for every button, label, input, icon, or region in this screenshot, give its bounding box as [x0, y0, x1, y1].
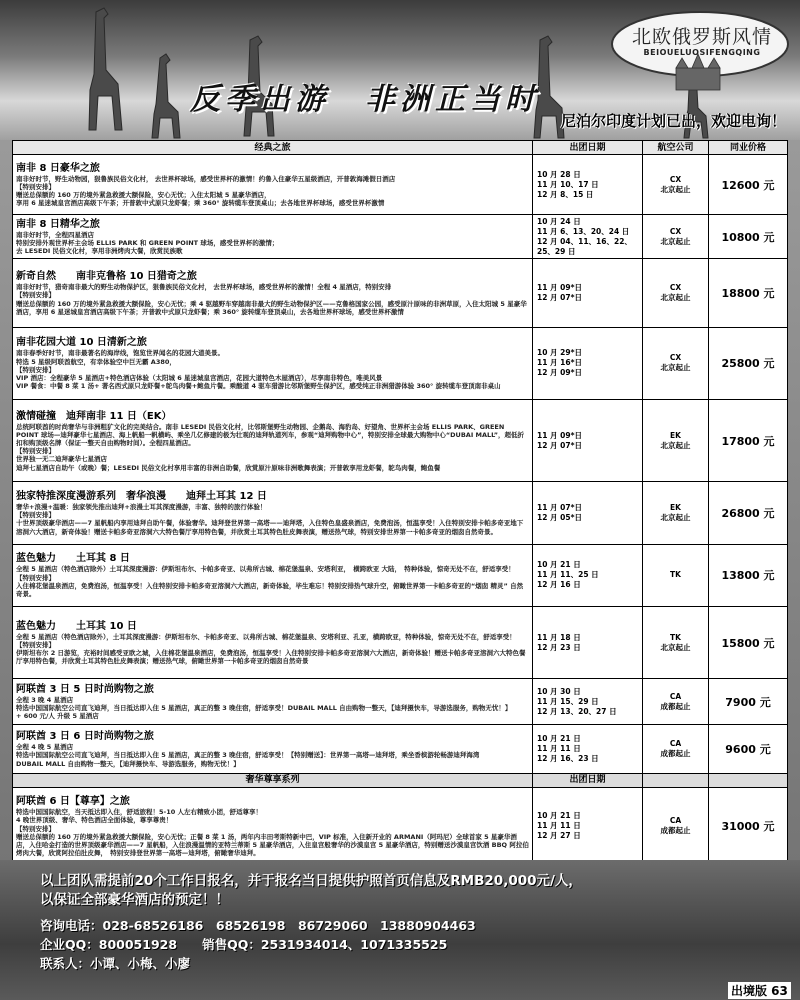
- tour-dates: 10 月 24 日 11 月 6、13、20、24 日 12 月 04、11、16、22、25、29 日: [533, 215, 643, 259]
- sales-qq-numbers: 2531934014、1071335525: [260, 937, 448, 952]
- tour-dates: 11 月 18 日 12 月 23 日: [533, 606, 643, 678]
- tour-airline: TK 北京起止: [643, 606, 709, 678]
- brand-logo: [606, 8, 794, 94]
- tour-desc: [13, 725, 533, 773]
- tour-title: 南非花园大道 10 日清新之旅: [16, 337, 147, 349]
- contact-qq-line: [40, 935, 600, 954]
- tour-airline: CA 成都起止: [643, 787, 709, 865]
- phone-numbers: 028-68526186 68526198 86729060 13880904463: [102, 918, 476, 933]
- tour-dates: 11 月 09*日 12 月 07*日: [533, 400, 643, 482]
- tour-title: 南非 8 日豪华之旅: [16, 162, 100, 174]
- sales-qq-label: 销售QQ：: [202, 937, 261, 952]
- tour-dates: 10 月 30 日 11 月 15、29 日 12 月 13、20、27 日: [533, 679, 643, 725]
- header-departure-dates: 出团日期: [533, 141, 643, 155]
- table-row: [13, 787, 788, 865]
- table-header-row: [13, 141, 788, 155]
- tour-price: 12600 元: [709, 155, 788, 215]
- tour-airline: EK 北京起止: [643, 482, 709, 544]
- phone-label: 咨询电话：: [40, 918, 103, 933]
- table-row: [13, 400, 788, 482]
- table-row: [13, 259, 788, 327]
- tour-title: 新奇自然 南非克鲁格 10 日猎奇之旅: [16, 271, 197, 283]
- person-names: 小谭、小梅、小廖: [90, 956, 191, 971]
- header-price: 同业价格: [709, 141, 788, 155]
- tour-price: 26800 元: [709, 482, 788, 544]
- tour-title: 阿联酋 3 日 6 日时尚购物之旅: [16, 731, 154, 743]
- tour-title: 南非 8 日精华之旅: [16, 219, 100, 231]
- tour-desc: [13, 606, 533, 678]
- tour-body: 南非好时节，猎奇南非最大的野生动物保护区，狠鲁族民俗文化村， 去世界杯球场，感受世界杯的激情！全程 4 星酒店，特别安排 【特别安排】 赠送总保额的 160 万的境外紧急救援大额保险，安心无忧；乘 4 驱越野车穿越南非最大的野生动物保护区——克鲁格国家公园，感受原汁原味的非洲草原，入住太阳城 5 星豪华酒店，享用 6 星迷城皇宫酒店高级下午茶；开普敦中式原只龙虾餐；乘 360° 旋转缆车登顶桌山，去各地世界杯球场，感受世界杯激情: [16, 283, 527, 316]
- subheadline: 尼泊尔印度计划已出，欢迎电询！: [560, 112, 786, 130]
- tour-price: 9600 元: [709, 725, 788, 773]
- qq-label: 企业QQ：: [40, 937, 99, 952]
- tour-desc: [13, 259, 533, 327]
- tour-price: 13800 元: [709, 544, 788, 606]
- tour-dates: 10 月 21 日 11 月 11 日 12 月 27 日: [533, 787, 643, 865]
- tour-table: [12, 140, 788, 866]
- qq-number: 800051928: [98, 937, 178, 952]
- brand-name-en: BEIOUELUOSIFENGQING: [643, 48, 761, 57]
- tour-price: 31000 元: [709, 787, 788, 865]
- tour-airline: CX 北京起止: [643, 155, 709, 215]
- contact-person-line: [40, 954, 600, 973]
- tour-title: 蓝色魅力 土耳其 10 日: [16, 620, 137, 632]
- section-header-row: [13, 773, 788, 787]
- tour-title: 蓝色魅力 土耳其 8 日: [16, 553, 130, 565]
- tour-title: 阿联酋 3 日 5 日时尚购物之旅: [16, 683, 154, 695]
- tour-title: 独家特推深度漫游系列 奢华浪漫 迪拜土耳其 12 日: [16, 491, 267, 503]
- tour-price: 15800 元: [709, 606, 788, 678]
- header-luxury-series: 奢华尊享系列: [13, 773, 533, 787]
- tour-desc: [13, 482, 533, 544]
- tour-desc: [13, 327, 533, 399]
- tour-desc: [13, 679, 533, 725]
- tour-dates: 11 月 09*日 12 月 07*日: [533, 259, 643, 327]
- header-empty-cell: [709, 773, 788, 787]
- tour-airline: CX 北京起止: [643, 327, 709, 399]
- tour-desc: [13, 400, 533, 482]
- tour-desc: [13, 215, 533, 259]
- tour-body: 总统阿联酋的时尚奢华与非洲粗犷文化的完美结合。南非 LESEDI 民俗文化村，比邻斯堡野生动物园、企鹅岛、海豹岛、好望角、世界杯主会场 ELLIS PARK、GREEN POINT 球场—迪拜豪华七星酒店、海上帆船一帆横屿、乘坐几亿修建的极为壮观的迪拜轨道列车，参观“迪拜购物中心”，特别安排全球最大购物中心“DUBAI MALL”，超低折扣和购顶级名牌（保证一整天自由购物时间）。全程四星酒店。 【特别安排】 世界独一无二迪拜豪华七星酒店 迪拜七星酒店自助午（或晚）餐；LESEDI 民俗文化村享用丰富的非洲自助餐，欣赏原汁原味非洲歌舞表演；开普敦享用龙虾餐，鸵鸟肉餐，鲍鱼餐: [16, 422, 524, 472]
- tour-body: 南非好时节，野生动物园，狠鲁族民俗文化村， 去世界杯球场，感受世界杯的激情！约鲁入住豪华五星级酒店，开普敦海滩假日酒店 【特别安排】 赠送总保额的 160 万的境外紧急救援大额保险，安心无忧；入住太阳城 5 星豪华酒店， 享用 6 星迷城皇宫酒店高级下午茶；开普敦中式原只龙虾餐；乘 360° 旋转缆车登顶桌山；去各地世界杯球场，感受世界杯激情: [16, 174, 396, 208]
- tour-price: 7900 元: [709, 679, 788, 725]
- tour-body: 全程 4 晚 5 星酒店 特选中国国际航空公司直飞迪拜，当日抵达即入住 5 星酒店，真正的整 3 晚住宿，舒适享受！【特别赠送】：世界第一高塔—迪拜塔，乘坐香槟游轮畅游迪拜海湾 DUBAIL MALL 自由购物一整天，【迪拜摄快车、导游选服务，购物无忧！】: [16, 743, 480, 768]
- table-row: [13, 606, 788, 678]
- tour-body: 特选中国国际航空，当天抵达即入住，舒适旅程！5-10 人左右精致小团，舒适尊享！ 4 晚世界顶级、奢华、特色酒店全面体验，尊享尊贵！ 【特别安排】 赠送总保额的 160 万的境外紧急救援大额保险，安心无忧；正餐 8 菜 1 汤，两年内丰田考斯特新中巴，VIP 标准，入住新开业的 ARMANI（阿玛尼）全球首家 5 星豪华酒店，入住哈金打造的世界顶级豪华酒店——7 星帆船，入住浪漫温情的亚特兰蒂斯 5 星豪华酒店，入住皇宫般奢华的沙漠皇宫 5 星豪华酒店，特别赠送沙漠皇宫饮酒 BBQ 阿拉伯烤肉大餐，欣赏阿拉伯肚皮舞， 特别安排登世界第一高塔—迪拜塔，俯瞰奢华迪拜。: [16, 808, 529, 858]
- tour-price: 17800 元: [709, 400, 788, 482]
- tour-airline: CA 成都起止: [643, 679, 709, 725]
- table-row: [13, 544, 788, 606]
- tour-dates: 10 月 21 日 11 月 11 日 12 月 16、23 日: [533, 725, 643, 773]
- tour-airline: CX 北京起止: [643, 215, 709, 259]
- tour-desc: [13, 544, 533, 606]
- tour-desc: [13, 155, 533, 215]
- tour-body: 南非好时节，全程四星酒店 特别安排外观世界杯主会场 ELLIS PARK 和 GREEN POINT 球场，感受世界杯的激情； 去 LESEDI 民俗文化村，享用非洲烤肉大餐，欣赏民族歌: [16, 231, 279, 256]
- table-row: [13, 482, 788, 544]
- person-label: 联系人：: [40, 956, 91, 971]
- table-row: [13, 725, 788, 773]
- tour-dates: 10 月 21 日 11 月 11、25 日 12 月 16 日: [533, 544, 643, 606]
- contact-block: [40, 916, 600, 973]
- tour-airline: CX 北京起止: [643, 259, 709, 327]
- tour-title: 阿联酋 6 日【尊享】之旅: [16, 796, 130, 808]
- tour-price: 25800 元: [709, 327, 788, 399]
- table-row: [13, 327, 788, 399]
- contact-phone-line: [40, 916, 600, 935]
- tour-body: 奢华+浪漫+温暖：独家领先推出迪拜+浪漫土耳其深度漫游，丰富、独特的旅行体验！ 【特别安排】 十世界顶级豪华酒店——7 星帆船内享用迪拜自助午餐，体验奢华。迪拜登世界第一高塔——迪拜塔，入住特色皇盛泉酒店，免费泡汤，恒温享受！入住特别安排卡帕多奇亚地下溶洞六大酒店，新奇体验！赠送卡帕多奇亚溶洞六大特色餐厅享用特色餐，并欣赏土耳其特色肚皮舞表演，赠送热气球，特别安排世界第一卡帕多奇亚的烟囱自然奇景。: [16, 503, 524, 536]
- booking-notice: 以上团队需提前20个工作日报名，并于报名当日提供护照首页信息及RMB20,000元/人， 以保证全部豪华酒店的预定！！: [40, 873, 582, 908]
- tour-body: 全程 3 晚 4 星酒店 特选中国国际航空公司直飞迪拜，当日抵达即入住 5 星酒店，真正的整 3 晚住宿，舒适享受！DUBAIL MALL 自由购物一整天，【迪拜摄快车，导游选服务，购物无忧！】 + 600 元/人 升级 5 星酒店: [16, 695, 512, 721]
- headline: 反季出游 非洲正当时: [190, 82, 540, 117]
- tour-dates: 11 月 07*日 12 月 05*日: [533, 482, 643, 544]
- tour-airline: CA 成都起止: [643, 725, 709, 773]
- header-departure-dates-2: 出团日期: [533, 773, 643, 787]
- tour-body: 全程 5 星酒店（特色酒店除外），土耳其深度漫游：伊斯坦布尔、卡帕多奇亚、以弗所古城、棉花堡温泉、安塔利亚、孔亚，横跨欧亚，特种体验，惊奇无处不在，舒适享受！ 【特别安排】 伊斯坦布尔 2 日游览，充裕时间感受亚欧之城，入住棉花堡温泉酒店，免费泡汤，恒温享受！入住特别安排卡帕多奇亚溶洞六大酒店，新奇体验！赠送卡帕多奇亚溶洞六大特色餐厅享用特色餐，并欣赏土耳其特色肚皮舞表演；赠送热气球，俯瞰世界第一卡帕多奇亚的烟囱自然奇景: [16, 632, 526, 666]
- tour-body: 全程 5 星酒店（特色酒店除外）土耳其深度漫游：伊斯坦布尔、卡帕多奇亚、以弗所古城、棉花堡温泉、安塔利亚， 横跨欧亚 大陆， 特种体验，惊奇无处不在，舒适享受！ 【特别安排】 入住棉花堡温泉酒店，免费泡汤，恒温享受！入住特别安排卡帕多奇亚溶洞六大酒店，新奇体验，毕生难忘！特别安排热气球升空，俯瞰世界第一卡帕多奇亚的“烟囱 精灵” 自然奇景。: [16, 565, 524, 598]
- tour-body: 南非春季好时节，南非最著名的海岸线，饱览世界闻名的花园大道美景。 特选 5 星级阿联酋航空，有幸体验空中巨无霸 A380， 【特别安排】 VIP 酒店：全程豪华 5 星酒店+特色酒店体验（太阳城 6 星迷城皇宫酒店，花园大道特色木屋酒店），尽享南非特色，唯美风景 VIP 餐食：中餐 8 菜 1 汤+ 著名西式原只龙虾餐+鸵鸟肉餐+鲍鱼片餐。乘酸道 4 驱车猎游比邻斯堡野生保护区，感受纯正非洲猎游体验 360° 旋转缆车登顶南非桌山: [16, 349, 501, 391]
- tour-airline: TK: [643, 544, 709, 606]
- table-row: [13, 155, 788, 215]
- tour-desc: [13, 787, 533, 865]
- page-number: 出境版 63: [728, 982, 791, 999]
- table-row: [13, 679, 788, 725]
- header-empty-cell: [643, 773, 709, 787]
- tour-price: 18800 元: [709, 259, 788, 327]
- tour-airline: EK 北京起止: [643, 400, 709, 482]
- tour-dates: 10 月 28 日 11 月 10、17 日 12 月 8、15 日: [533, 155, 643, 215]
- brand-name-cn: 北欧俄罗斯风情: [632, 26, 773, 48]
- tour-price: 10800 元: [709, 215, 788, 259]
- header-airline: 航空公司: [643, 141, 709, 155]
- tour-dates: 10 月 29*日 11 月 16*日 12 月 09*日: [533, 327, 643, 399]
- tour-title: 激情碰撞 迪拜南非 11 日（EK）: [16, 410, 172, 422]
- table-row: [13, 215, 788, 259]
- header-classic-tours: 经典之旅: [13, 141, 533, 155]
